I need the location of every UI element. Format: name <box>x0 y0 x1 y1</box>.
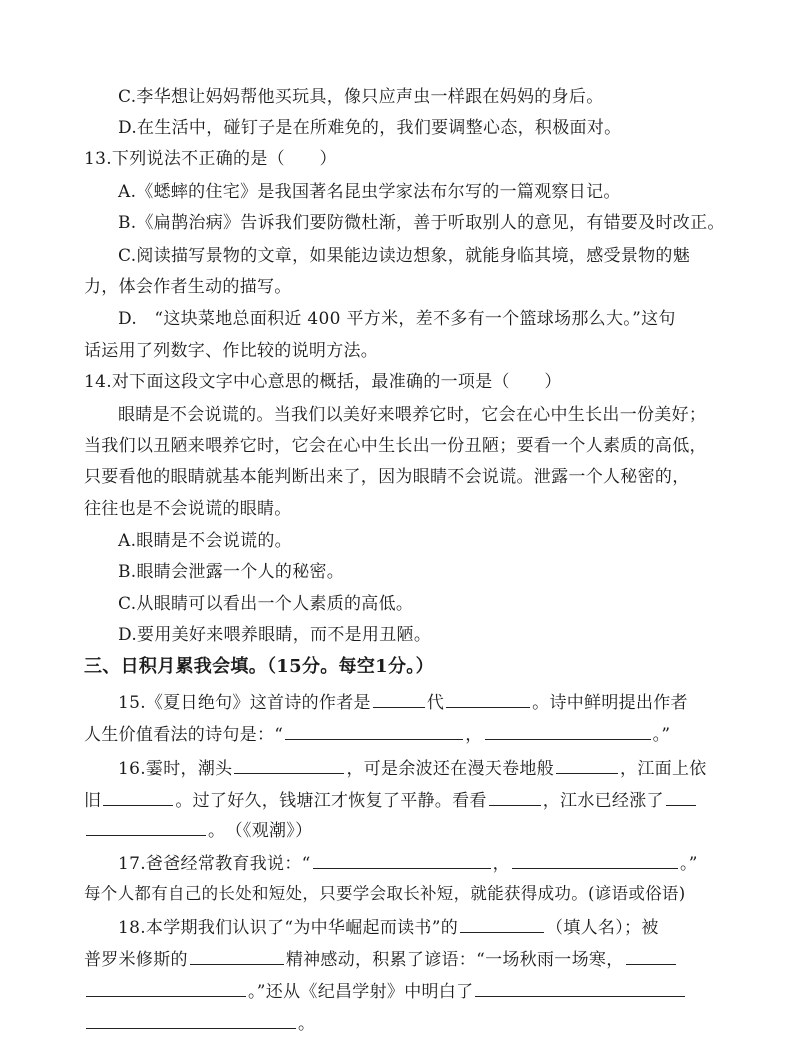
q16-text-4: 旧 <box>84 791 102 811</box>
q14-option-c: C.从眼睛可以看出一个人素质的高低。 <box>118 594 414 614</box>
q18-text-4: 精神感动，积累了谚语：“一场秋雨一场寒， <box>285 950 624 970</box>
q15-text-6: 。” <box>652 725 671 745</box>
q15-line2 <box>84 723 670 746</box>
q14-passage-line3: 只要看他的眼睛就基本能判断出来了，因为眼睛不会说谎。泄露一个人秘密的， <box>84 467 690 487</box>
q17-text-1: 17.爸爸经常教育我说：“ <box>118 854 311 874</box>
q15-blank-author[interactable] <box>446 691 530 708</box>
q18-text-3: 普罗米修斯的 <box>84 950 188 970</box>
q13-option-d-line1: D. “这块菜地总面积近 400 平方米，差不多有一个篮球场那么大。”这句 <box>118 309 676 329</box>
q14-option-a: A.眼睛是不会说谎的。 <box>118 531 292 551</box>
q16-blank-4[interactable] <box>489 789 541 806</box>
q16-blank-3[interactable] <box>103 789 173 806</box>
q16-text-1: 16.霎时，潮头 <box>118 759 233 779</box>
q14-option-b: B.眼睛会泄露一个人的秘密。 <box>118 562 345 582</box>
q14-passage-line2: 当我们以丑陋来喂养它时，它会在心中生长出一份丑陋；要看一个人素质的高低， <box>84 436 707 456</box>
q13-option-d-line2: 话运用了列数字、作比较的说明方法。 <box>84 341 379 361</box>
q13-option-c-line1: C.阅读描写景物的文章，如果能边读边想象，就能身临其境，感受景物的魅 <box>118 246 691 266</box>
q18-blank-proverb-a[interactable] <box>626 948 676 965</box>
q15-blank-verse-2[interactable] <box>485 723 651 740</box>
q18-blank-lesson-b[interactable] <box>86 1012 296 1029</box>
q18-line1 <box>118 916 659 939</box>
q16-line2 <box>84 789 698 812</box>
q15-blank-dynasty[interactable] <box>373 691 425 708</box>
q18-text-6: 。 <box>298 1014 316 1034</box>
q15-text-2: 代 <box>426 693 445 713</box>
q16-text-3: ，江面上依 <box>620 759 707 779</box>
q12-option-c-text: C.李华想让妈妈帮他买玩具，像只应声虫一样跟在妈妈的身后。 <box>118 87 604 107</box>
q15-text-3: 。诗中鲜明提出作者 <box>532 693 688 713</box>
q13-option-c-line2: 力，体会作者生动的描写。 <box>84 277 292 297</box>
q16-blank-2[interactable] <box>556 757 618 774</box>
q12-option-d-text: D.在生活中，碰钉子是在所难免的，我们要调整心态，积极面对。 <box>118 118 622 138</box>
q18-line3 <box>84 980 687 1003</box>
q15-text-4: 人生价值看法的诗句是：“ <box>84 725 284 745</box>
q15-text-1: 15.《夏日绝句》这首诗的作者是 <box>118 693 371 713</box>
q17-text-2: ， <box>492 854 510 874</box>
q18-blank-spirit[interactable] <box>190 948 284 965</box>
q15-text-5: ， <box>465 725 483 745</box>
section-3-heading: 三、日积月累我会填。（15分。每空1分。） <box>84 656 434 677</box>
q13-option-a: A.《蟋蟀的住宅》是我国著名昆虫学家法布尔写的一篇观察日记。 <box>118 182 621 202</box>
q16-text-7: 。 （《观潮》） <box>208 821 313 841</box>
q17-line1 <box>118 852 698 875</box>
q16-line1 <box>118 757 707 780</box>
q18-line4 <box>84 1012 315 1035</box>
q16-text-6: ，江水已经涨了 <box>542 791 664 811</box>
q15-blank-verse-1[interactable] <box>285 723 463 740</box>
q16-blank-5a[interactable] <box>666 789 696 806</box>
q14-passage-line4: 往往也是不会说谎的眼睛。 <box>84 499 292 519</box>
q18-text-5: 。”还从《纪昌学射》中明白了 <box>248 982 474 1002</box>
q16-text-2: ，可是余波还在漫天卷地般 <box>346 759 555 779</box>
q18-blank-person[interactable] <box>460 916 544 933</box>
q16-text-5: 。过了好久，钱塘江才恢复了平静。看看 <box>175 791 487 811</box>
q13-option-b: B.《扁鹊治病》告诉我们要防微杜渐，善于听取别人的意见，有错要及时改正。 <box>118 213 725 233</box>
q18-blank-proverb-b[interactable] <box>86 980 246 997</box>
q16-blank-5b[interactable] <box>86 819 206 836</box>
q14-passage-line1: 眼睛是不会说谎的。当我们以美好来喂养它时，它会在心中生长出一份美好； <box>118 405 707 425</box>
q17-line2: 每个人都有自己的长处和短处，只要学会取长补短，就能获得成功。(谚语或俗语) <box>84 884 686 903</box>
q18-text-2: （填人名）；被 <box>546 918 659 938</box>
q17-blank-2[interactable] <box>512 852 678 869</box>
q16-line3 <box>84 819 312 842</box>
q18-text-1: 18.本学期我们认识了“为中华崛起而读书”的 <box>118 918 459 938</box>
q17-text-3: 。” <box>679 854 698 874</box>
q14-option-d: D.要用美好来喂养眼睛，而不是用丑陋。 <box>118 625 432 645</box>
q12-option-d <box>118 117 621 139</box>
q12-option-c <box>118 86 604 108</box>
q18-blank-lesson-a[interactable] <box>475 980 685 997</box>
q14-stem: 14.对下面这段文字中心意思的概括，最准确的一项是（ ） <box>84 372 562 392</box>
q16-blank-1[interactable] <box>234 757 344 774</box>
q13-stem: 13.下列说法不正确的是（ ） <box>84 149 337 169</box>
q17-blank-1[interactable] <box>313 852 491 869</box>
q15-line1 <box>118 691 688 714</box>
q18-line2 <box>84 948 678 971</box>
